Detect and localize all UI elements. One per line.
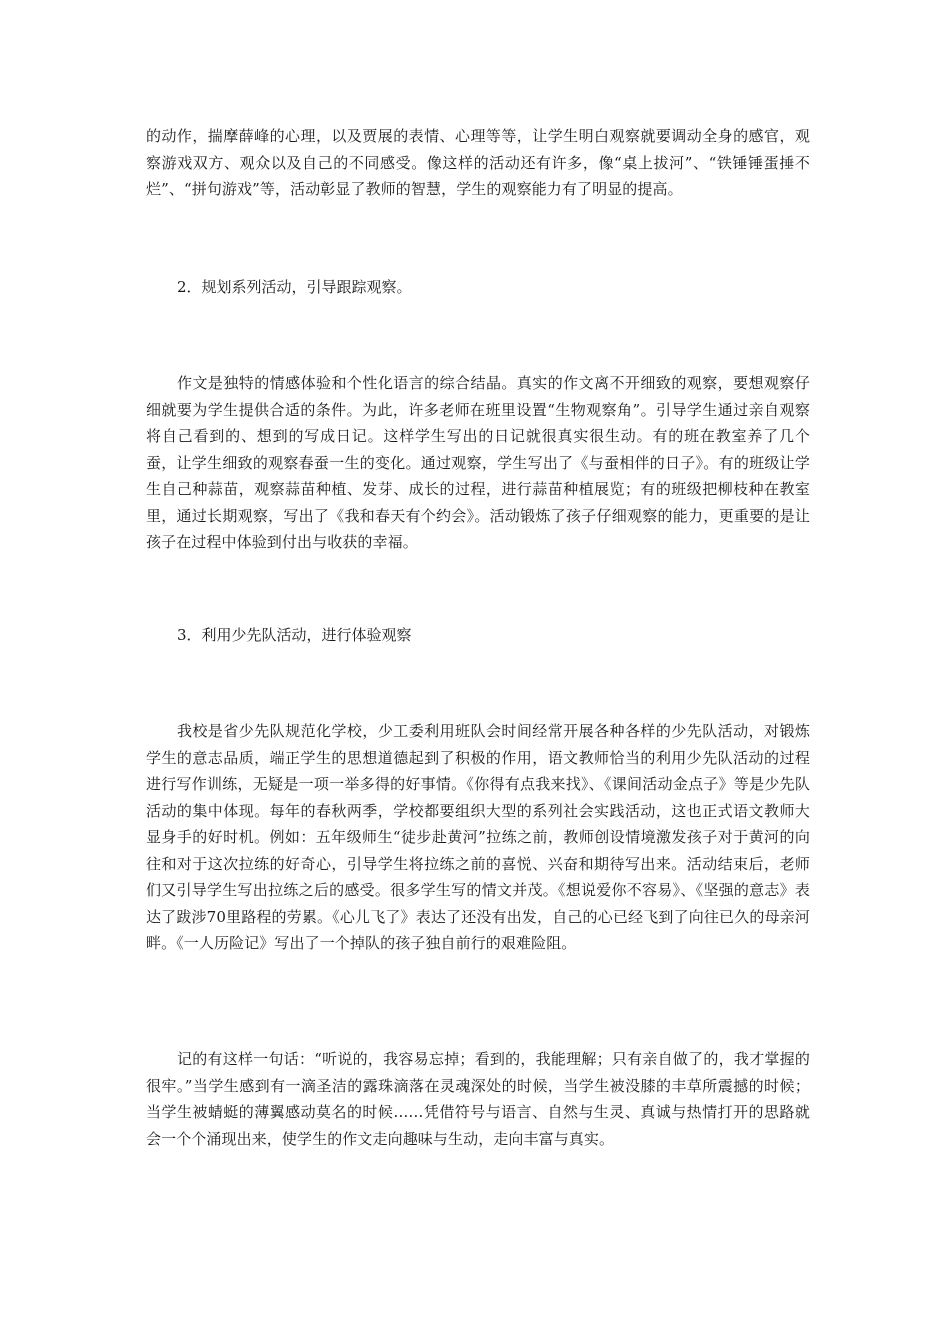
paragraph-3: 我校是省少先队规范化学校，少工委利用班队会时间经常开展各种各样的少先队活动，对锻炼学生的意志品质，端正学生的思想道德起到了积极的作用，语文教师恰当的利用少先队活动的过程进行写作训练，无疑是一项一举多得的好事情。《你得有点我来找》、《课间活动金点子》等是少先队活动的集中体现。每年的春秋两季，学校都要组织大型的系列社会实践活动，这也正式语文教师大显身手的好时机。例如：五年级师生“徒步赴黄河”拉练之前，教师创设情境激发孩子对于黄河的向往和对于这次拉练的好奇心，引导学生将拉练之前的喜悦、兴奋和期待写出来。活动结束后，老师们又引导学生写出拉练之后的感受。很多学生写的情文并茂。《想说爱你不容易》、《坚强的意志》表达了跋涉70里路程的劳累。《心儿飞了》表达了还没有出发，自己的心已经飞到了向往已久的母亲河畔。《一人历险记》写出了一个掉队的孩子独自前行的艰难险阻。 (146, 722, 810, 952)
section-heading-2: 2．规划系列活动，引导跟踪观察。 (177, 278, 412, 296)
paragraph-4: 记的有这样一句话：“听说的，我容易忘掉；看到的，我能理解；只有亲自做了的，我才掌握的很牢。”当学生感到有一滴圣洁的露珠滴落在灵魂深处的时候，当学生被没膝的丰草所震撼的时候；当学生被蜻蜓的薄翼感动莫名的时候……凭借符号与语言、自然与生灵、真诚与热情打开的思路就会一个个涌现出来，使学生的作文走向趣味与生动，走向丰富与真实。 (146, 1050, 810, 1148)
section-heading-3: 3．利用少先队活动，进行体验观察 (177, 626, 412, 644)
paragraph-2: 作文是独特的情感体验和个性化语言的综合结晶。真实的作文离不开细致的观察，要想观察仔细就要为学生提供合适的条件。为此，许多老师在班里设置“生物观察角”。引导学生通过亲自观察将自己看到的、想到的写成日记。这样学生写出的日记就很真实很生动。有的班在教室养了几个蚕，让学生细致的观察春蚕一生的变化。通过观察，学生写出了《与蚕相伴的日子》。有的班级让学生自己种蒜苗，观察蒜苗种植、发芽、成长的过程，进行蒜苗种植展览；有的班级把柳枝种在教室里，通过长期观察，写出了《我和春天有个约会》。活动锻炼了孩子仔细观察的能力，更重要的是让孩子在过程中体验到付出与收获的幸福。 (146, 374, 810, 551)
paragraph-1: 的动作，揣摩薛峰的心理，以及贾展的表情、心理等等，让学生明白观察就要调动全身的感官，观察游戏双方、观众以及自己的不同感受。像这样的活动还有许多，像“桌上拔河”、“铁锤锤蛋捶不烂”、“拼句游戏”等，活动彰显了教师的智慧，学生的观察能力有了明显的提高。 (146, 127, 810, 198)
